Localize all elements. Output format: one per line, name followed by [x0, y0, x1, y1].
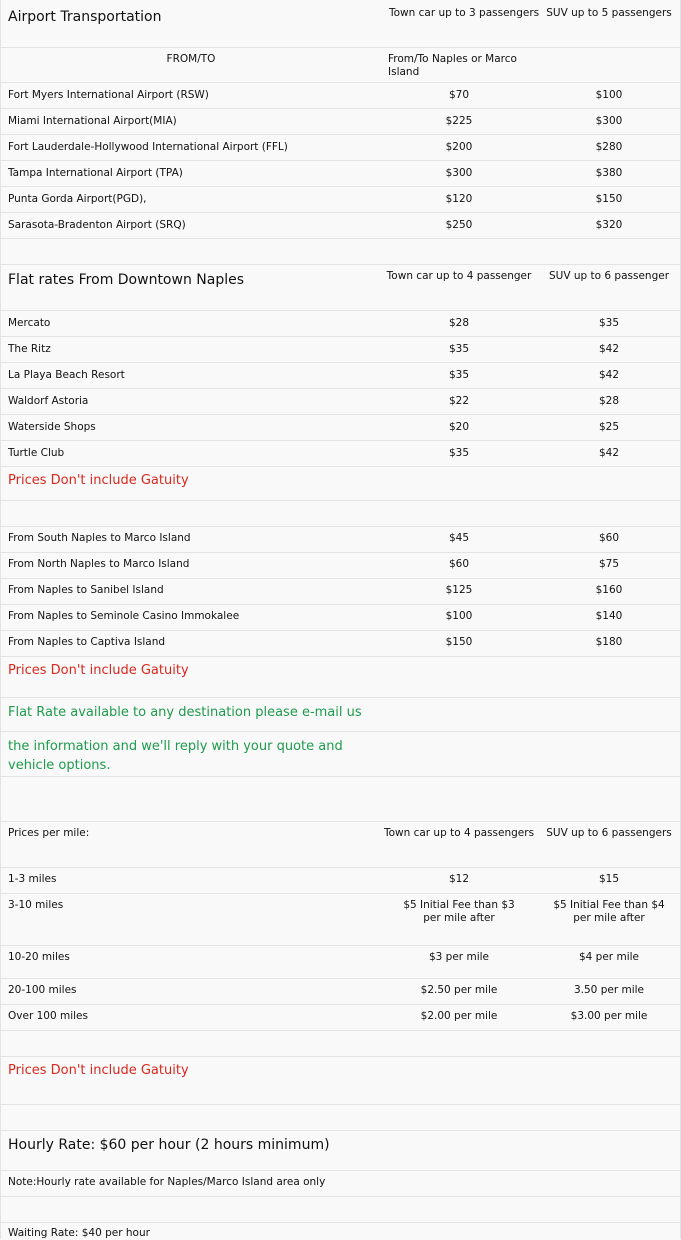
table-row	[1, 552, 680, 578]
suv-price: $300	[595, 115, 623, 127]
spacer-row	[1, 776, 680, 821]
airport-header-row	[1, 0, 680, 47]
town-car-price: $70	[448, 89, 470, 101]
airport-title: Airport Transportation	[8, 9, 162, 25]
gratuity-note-row	[1, 1056, 680, 1104]
gratuity-note: Prices Don't include Gatuity	[8, 663, 189, 678]
table-row	[1, 414, 680, 440]
suv-price: $150	[595, 193, 623, 205]
town-car-price: $3 per mile	[428, 951, 489, 963]
suv-price: $42	[598, 343, 620, 355]
mile-col2-header: Town car up to 4 passengers	[383, 827, 535, 839]
waiting-rate: Waiting Rate: $40 per hour	[8, 1227, 150, 1239]
suv-price: $320	[595, 219, 623, 231]
suv-price: $280	[595, 141, 623, 153]
destination-name: Waterside Shops	[8, 421, 96, 433]
town-car-price: $45	[448, 532, 470, 544]
flat-col3-header: SUV up to 6 passenger	[548, 270, 670, 282]
route-name: From Naples to Captiva Island	[8, 636, 166, 648]
flat-rate-info-row-2	[1, 731, 680, 776]
gratuity-note-row	[1, 656, 680, 697]
table-row	[1, 388, 680, 414]
distance-range: 3-10 miles	[8, 899, 64, 911]
town-car-price: $12	[448, 873, 470, 885]
from-to-naples-label: From/To Naples or Marco Island	[388, 53, 517, 78]
distance-range: Over 100 miles	[8, 1010, 88, 1022]
destination-name: La Playa Beach Resort	[8, 369, 125, 381]
town-car-price: $35	[448, 447, 470, 459]
destination-name: Turtle Club	[8, 447, 65, 459]
suv-price: $100	[595, 89, 623, 101]
gratuity-note-row	[1, 466, 680, 500]
distance-range: 1-3 miles	[8, 873, 57, 885]
town-car-price: $100	[445, 610, 473, 622]
destination-name: Mercato	[8, 317, 51, 329]
spacer-row	[1, 1104, 680, 1130]
town-car-price: $120	[445, 193, 473, 205]
flat-rate-info: Flat Rate available to any destination please e-mail us	[8, 705, 362, 720]
table-row	[1, 578, 680, 604]
table-row	[1, 978, 680, 1004]
table-row	[1, 310, 680, 336]
town-car-price: $20	[448, 421, 470, 433]
route-name: From South Naples to Marco Island	[8, 532, 191, 544]
spacer-row	[1, 1196, 680, 1222]
route-name: Punta Gorda Airport(PGD),	[8, 193, 147, 205]
route-name: Fort Lauderdale-Hollywood International Airport (FFL)	[8, 141, 288, 153]
distance-range: 10-20 miles	[8, 951, 70, 963]
town-car-price: $2.50 per mile	[420, 984, 498, 996]
from-to-label: FROM/TO	[166, 53, 216, 65]
table-row	[1, 1004, 680, 1030]
distance-range: 20-100 miles	[8, 984, 77, 996]
flat-col2-header: Town car up to 4 passenger	[386, 270, 532, 282]
suv-price: $75	[598, 558, 620, 570]
table-row	[1, 526, 680, 552]
town-car-price: $200	[445, 141, 473, 153]
route-name: Tampa International Airport (TPA)	[8, 167, 183, 179]
flat-rate-info-continued: the information and we'll reply with your quote and vehicle options.	[8, 739, 343, 773]
hourly-note-row	[1, 1170, 680, 1196]
suv-price: $5 Initial Fee than $4 per mile after	[553, 899, 665, 924]
route-name: From Naples to Seminole Casino Immokalee	[8, 610, 240, 622]
table-row	[1, 604, 680, 630]
table-row	[1, 893, 680, 945]
airport-subheader-row	[1, 47, 680, 82]
spacer-row	[1, 500, 680, 526]
suv-price: $28	[598, 395, 620, 407]
suv-price: $35	[598, 317, 620, 329]
suv-price: $140	[595, 610, 623, 622]
destination-name: Waldorf Astoria	[8, 395, 89, 407]
town-car-price: $225	[445, 115, 473, 127]
table-row	[1, 630, 680, 656]
hourly-note: Note:Hourly rate available for Naples/Marco Island area only	[8, 1176, 326, 1188]
town-car-price: $2.00 per mile	[420, 1010, 498, 1022]
table-row	[1, 186, 680, 212]
spacer-row	[1, 238, 680, 264]
town-car-price: $35	[448, 369, 470, 381]
suv-price: $3.00 per mile	[570, 1010, 648, 1022]
suv-price: $60	[598, 532, 620, 544]
table-row	[1, 160, 680, 186]
route-name: Miami International Airport(MIA)	[8, 115, 177, 127]
gratuity-note: Prices Don't include Gatuity	[8, 1063, 189, 1078]
table-row	[1, 867, 680, 893]
route-name: From Naples to Sanibel Island	[8, 584, 164, 596]
suv-price: $180	[595, 636, 623, 648]
suv-price: 3.50 per mile	[573, 984, 645, 996]
town-car-price: $22	[448, 395, 470, 407]
table-row	[1, 440, 680, 466]
route-name: Sarasota-Bradenton Airport (SRQ)	[8, 219, 186, 231]
town-car-price: $60	[448, 558, 470, 570]
town-car-price: $125	[445, 584, 473, 596]
suv-price: $15	[598, 873, 620, 885]
town-car-price: $300	[445, 167, 473, 179]
spacer-row	[1, 1030, 680, 1056]
table-row	[1, 362, 680, 388]
table-row	[1, 212, 680, 238]
gratuity-note: Prices Don't include Gatuity	[8, 473, 189, 488]
flat-title: Flat rates From Downtown Naples	[8, 272, 245, 288]
suv-price: $160	[595, 584, 623, 596]
town-car-price: $250	[445, 219, 473, 231]
flat-rate-info-row	[1, 697, 680, 731]
suv-price: $380	[595, 167, 623, 179]
mile-header-row	[1, 821, 680, 867]
town-car-price: $5 Initial Fee than $3 per mile after	[403, 899, 515, 924]
hourly-rate: Hourly Rate: $60 per hour (2 hours minimum)	[8, 1137, 330, 1153]
route-name: From North Naples to Marco Island	[8, 558, 190, 570]
table-row	[1, 108, 680, 134]
destination-name: The Ritz	[8, 343, 51, 355]
hourly-row	[1, 1130, 680, 1170]
table-row	[1, 82, 680, 108]
town-car-price: $35	[448, 343, 470, 355]
town-car-price: $150	[445, 636, 473, 648]
table-row	[1, 134, 680, 160]
waiting-row	[1, 1222, 680, 1239]
table-row	[1, 945, 680, 978]
suv-price: $42	[598, 447, 620, 459]
mile-col3-header: SUV up to 6 passengers	[546, 827, 672, 839]
table-row	[1, 336, 680, 362]
town-car-price: $28	[448, 317, 470, 329]
suv-price: $25	[598, 421, 620, 433]
airport-col3-header: SUV up to 5 passengers	[546, 7, 672, 19]
suv-price: $42	[598, 369, 620, 381]
route-name: Fort Myers International Airport (RSW)	[8, 89, 209, 101]
mile-title: Prices per mile:	[8, 827, 90, 839]
airport-col2-header: Town car up to 3 passengers	[389, 7, 540, 19]
flat-header-row	[1, 264, 680, 310]
suv-price: $4 per mile	[578, 951, 639, 963]
